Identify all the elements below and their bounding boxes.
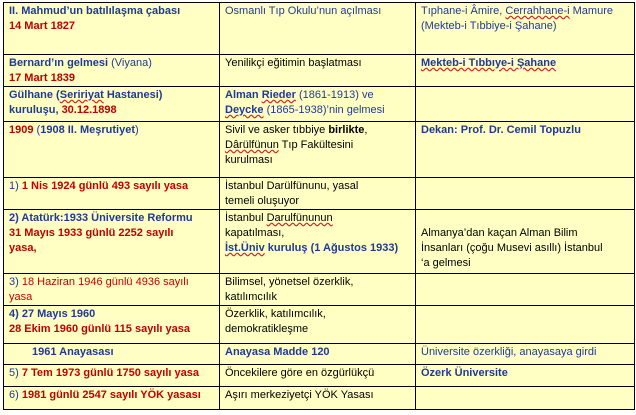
cell-text: 14 Mart 1827 bbox=[9, 20, 76, 32]
cell-text: Hastanesi) bbox=[103, 89, 163, 101]
table-cell bbox=[220, 274, 416, 306]
cell-text: 30.12.1898 bbox=[61, 104, 117, 116]
cell-text: 1908 II. Meşrutiyet bbox=[40, 124, 135, 136]
table-cell bbox=[4, 55, 220, 87]
table-cell bbox=[4, 365, 220, 387]
table-cell bbox=[4, 306, 220, 344]
cell-text: Darulfünunun bbox=[266, 212, 333, 224]
cell-text: Bernard’ın gelmesi bbox=[9, 57, 109, 69]
cell-text: Anayasa Madde 120 bbox=[225, 346, 330, 358]
cell-text: Dekan: Prof. Dr. Cemil Topuzlu bbox=[421, 124, 581, 136]
cell-text: Sivil ve asker tıbbiye bbox=[225, 124, 329, 136]
cell-text: Tıphane-i Âmire, bbox=[421, 5, 506, 17]
cell-text: İnsanları (çoğu Musevi asıllı) İstanbul bbox=[421, 242, 603, 254]
cell-text: Mekteb-i Tıbbıye-i Şahane bbox=[421, 57, 557, 69]
table-cell bbox=[220, 365, 416, 387]
table-cell bbox=[4, 122, 220, 178]
table-cell bbox=[4, 274, 220, 306]
cell-text: (1861-1913) ve bbox=[295, 89, 374, 101]
cell-text: (1865-1938)’nin gelmesi bbox=[263, 104, 385, 116]
cell-text: ) bbox=[135, 124, 139, 136]
table-row bbox=[4, 365, 635, 387]
cell-text: ( bbox=[33, 124, 41, 136]
table-cell bbox=[416, 306, 635, 344]
table-row bbox=[4, 55, 635, 87]
cell-text: demokratikleşme bbox=[225, 323, 309, 335]
cell-text: kurulması bbox=[225, 154, 273, 166]
table-cell bbox=[416, 344, 635, 365]
table-cell bbox=[416, 365, 635, 387]
cell-text: 1961 Anayasası bbox=[32, 346, 114, 358]
table-row bbox=[4, 3, 635, 55]
cell-text: 6) bbox=[9, 389, 22, 401]
cell-text: ‘a gelmesi bbox=[421, 257, 471, 269]
cell-text: İstanbul Darülfünunu, yasal bbox=[225, 180, 359, 192]
table-cell bbox=[416, 387, 635, 410]
cell-text: Gülhane ( bbox=[9, 89, 60, 101]
cell-text: Özerk Üniversite bbox=[421, 367, 508, 379]
cell-text: 2) Atatürk:1933 Üniversite Reformu bbox=[9, 212, 193, 224]
cell-text: Bilimsel, yönetsel özerklik, bbox=[225, 276, 354, 288]
cell-text: kuruluşu, bbox=[9, 104, 62, 116]
cell-text: 1 Nis 1924 günlü 493 sayılı yasa bbox=[21, 180, 189, 192]
table-cell bbox=[4, 3, 220, 55]
cell-text: 18 Haziran 1946 günlü 4936 sayılı bbox=[21, 276, 189, 288]
table-cell bbox=[4, 344, 220, 365]
cell-text: (Mekteb-i Tıbbiye-i Şahane) bbox=[421, 20, 557, 32]
cell-text: İstanbul bbox=[225, 212, 267, 224]
cell-text: 1981 günlü 2547 sayılı YÖK yasası bbox=[21, 389, 201, 401]
cell-text: Cerrahhane-i bbox=[505, 5, 570, 17]
cell-text: yasa, bbox=[9, 242, 37, 254]
table-row bbox=[4, 210, 635, 274]
table-cell bbox=[416, 178, 635, 210]
cell-text: birlikte bbox=[328, 124, 365, 136]
cell-text: Alman bbox=[225, 89, 262, 101]
cell-text: Seririyat bbox=[59, 89, 104, 101]
cell-text: yasa bbox=[9, 291, 33, 303]
table-cell bbox=[220, 122, 416, 178]
table-row bbox=[4, 306, 635, 344]
cell-text: Almanya’dan kaçan Alman Bilim bbox=[421, 227, 578, 239]
cell-text: Osmanlı Tıp Okulu’nun açılması bbox=[225, 5, 382, 17]
cell-text: Yenilikçi eğitimin başlatması bbox=[225, 57, 362, 69]
table-cell bbox=[416, 274, 635, 306]
cell-text: (Viyana) bbox=[108, 57, 152, 69]
table-cell bbox=[4, 178, 220, 210]
table-cell bbox=[220, 306, 416, 344]
cell-text: Tıp Fakültesini bbox=[278, 139, 354, 151]
table-cell bbox=[4, 210, 220, 274]
cell-text: İst.Üniv bbox=[225, 242, 265, 254]
cell-text: 1909 bbox=[9, 124, 34, 136]
cell-text: 17 Mart 1839 bbox=[9, 72, 76, 84]
table-cell bbox=[220, 344, 416, 365]
cell-text: 5) bbox=[9, 367, 22, 379]
table-cell bbox=[416, 55, 635, 87]
table-row bbox=[4, 87, 635, 122]
cell-text: Deycke bbox=[225, 104, 264, 116]
table-cell bbox=[4, 387, 220, 410]
cell-text: kuruluş (1 Ağustos 1933) bbox=[264, 242, 399, 254]
table-cell bbox=[220, 87, 416, 122]
table-cell bbox=[416, 210, 635, 274]
cell-text: Öncekilere göre en özgürlükçü bbox=[225, 367, 375, 379]
cell-text: 3) bbox=[9, 276, 22, 288]
cell-text: kapatılması, bbox=[225, 227, 285, 239]
table-cell bbox=[4, 87, 220, 122]
cell-text: II. Mahmud’un batılılaşma çabası bbox=[9, 5, 181, 17]
table-cell bbox=[416, 87, 635, 122]
table-row bbox=[4, 274, 635, 306]
table-row bbox=[4, 344, 635, 365]
table-row bbox=[4, 122, 635, 178]
history-table bbox=[3, 2, 635, 410]
cell-text: Rieder bbox=[261, 89, 296, 101]
table-row bbox=[4, 178, 635, 210]
cell-text: 1) bbox=[9, 180, 22, 192]
table-cell bbox=[220, 3, 416, 55]
cell-text: Özerklik, katılımcılık, bbox=[225, 308, 326, 320]
table-body bbox=[4, 3, 635, 410]
table-cell bbox=[416, 122, 635, 178]
cell-text: katılımcılık bbox=[225, 291, 277, 303]
table-cell bbox=[416, 3, 635, 55]
cell-text: Üniversite özerkliği, anayasaya girdi bbox=[421, 346, 597, 358]
cell-text: Dârülfünun bbox=[225, 139, 279, 151]
table-cell bbox=[220, 387, 416, 410]
table-row bbox=[4, 387, 635, 410]
table-cell bbox=[220, 210, 416, 274]
cell-text: , bbox=[364, 124, 368, 136]
cell-text: 31 Mayıs 1933 günlü 2252 sayılı bbox=[9, 227, 174, 239]
cell-text: 4) 27 Mayıs 1960 bbox=[9, 308, 96, 320]
table-cell bbox=[220, 178, 416, 210]
cell-text: Aşırı merkeziyetçi YÖK Yasası bbox=[225, 389, 374, 401]
cell-text: 28 Ekim 1960 günlü 115 sayılı yasa bbox=[9, 323, 191, 335]
cell-text: temeli oluşuyor bbox=[225, 195, 299, 207]
cell-text: 7 Tem 1973 günlü 1750 sayılı yasa bbox=[21, 367, 199, 379]
cell-text: Mamure bbox=[569, 5, 613, 17]
table-cell bbox=[220, 55, 416, 87]
